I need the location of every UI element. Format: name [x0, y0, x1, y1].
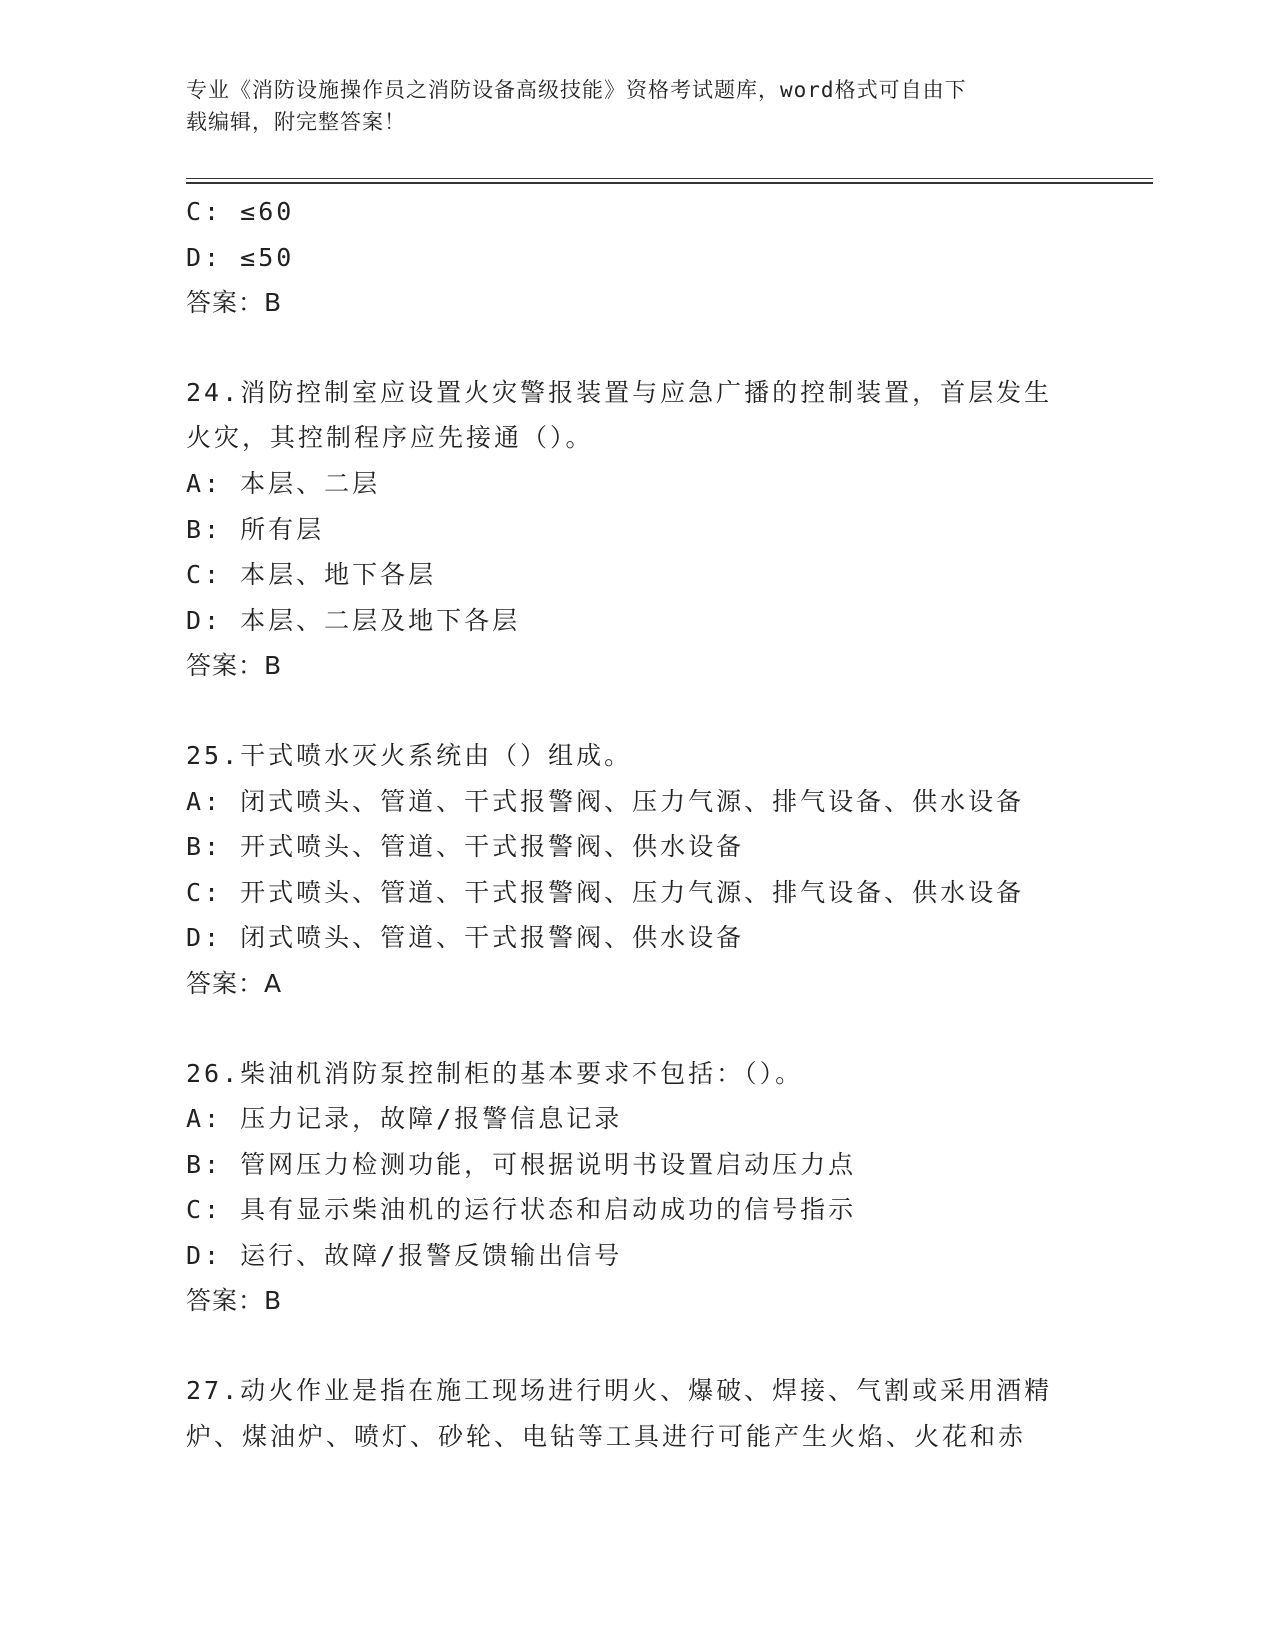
- option-b: B: 开式喷头、管道、干式报警阀、供水设备: [186, 832, 745, 862]
- question-26: [186, 1051, 1146, 1325]
- option-a: A: 闭式喷头、管道、干式报警阀、压力气源、排气设备、供水设备: [186, 786, 1025, 816]
- option-a: A: 压力记录，故障/报警信息记录: [186, 1104, 623, 1134]
- option-c: C: 本层、地下各层: [186, 560, 437, 590]
- question-stem: 炉、煤油炉、喷灯、砂轮、电钻等工具进行可能产生火焰、火花和赤: [186, 1421, 1027, 1451]
- question-continuation: [186, 189, 1146, 326]
- answer-line: 答案：B: [186, 651, 283, 681]
- header-divider: [186, 178, 1153, 184]
- option-c: C: ≤60: [186, 197, 295, 226]
- question-stem: 25.干式喷水灭火系统由（）组成。: [186, 740, 633, 770]
- question-stem: 26.柴油机消防泵控制柜的基本要求不包括：（）。: [186, 1058, 804, 1088]
- option-d: D: ≤50: [186, 242, 295, 272]
- question-27: [186, 1368, 1146, 1459]
- option-c: C: 开式喷头、管道、干式报警阀、压力气源、排气设备、供水设备: [186, 877, 1025, 907]
- answer-line: 答案：A: [186, 968, 283, 998]
- question-stem: 24.消防控制室应设置火灾警报装置与应急广播的控制装置，首层发生: [186, 377, 1053, 407]
- question-24: [186, 370, 1146, 689]
- option-b: B: 管网压力检测功能，可根据说明书设置启动压力点: [186, 1149, 857, 1179]
- question-stem: 27.动火作业是指在施工现场进行明火、爆破、焊接、气割或采用酒精: [186, 1376, 1053, 1406]
- option-d: D: 运行、故障/报警反馈输出信号: [186, 1240, 623, 1270]
- header-line: 载编辑，附完整答案！: [186, 110, 406, 134]
- answer-line: 答案：B: [186, 1286, 283, 1316]
- answer-line: 答案：B: [186, 288, 283, 318]
- option-b: B: 所有层: [186, 514, 325, 544]
- option-c: C: 具有显示柴油机的运行状态和启动成功的信号指示: [186, 1195, 857, 1225]
- option-d: D: 本层、二层及地下各层: [186, 605, 521, 635]
- header-line: 专业《消防设施操作员之消防设备高级技能》资格考试题库，word格式可自由下: [186, 78, 967, 102]
- page-header: [186, 74, 1066, 138]
- question-25: [186, 733, 1146, 1007]
- question-stem: 火灾，其控制程序应先接通（）。: [186, 423, 594, 453]
- option-d: D: 闭式喷头、管道、干式报警阀、供水设备: [186, 923, 745, 953]
- option-a: A: 本层、二层: [186, 468, 381, 498]
- question-list: [186, 189, 1146, 1459]
